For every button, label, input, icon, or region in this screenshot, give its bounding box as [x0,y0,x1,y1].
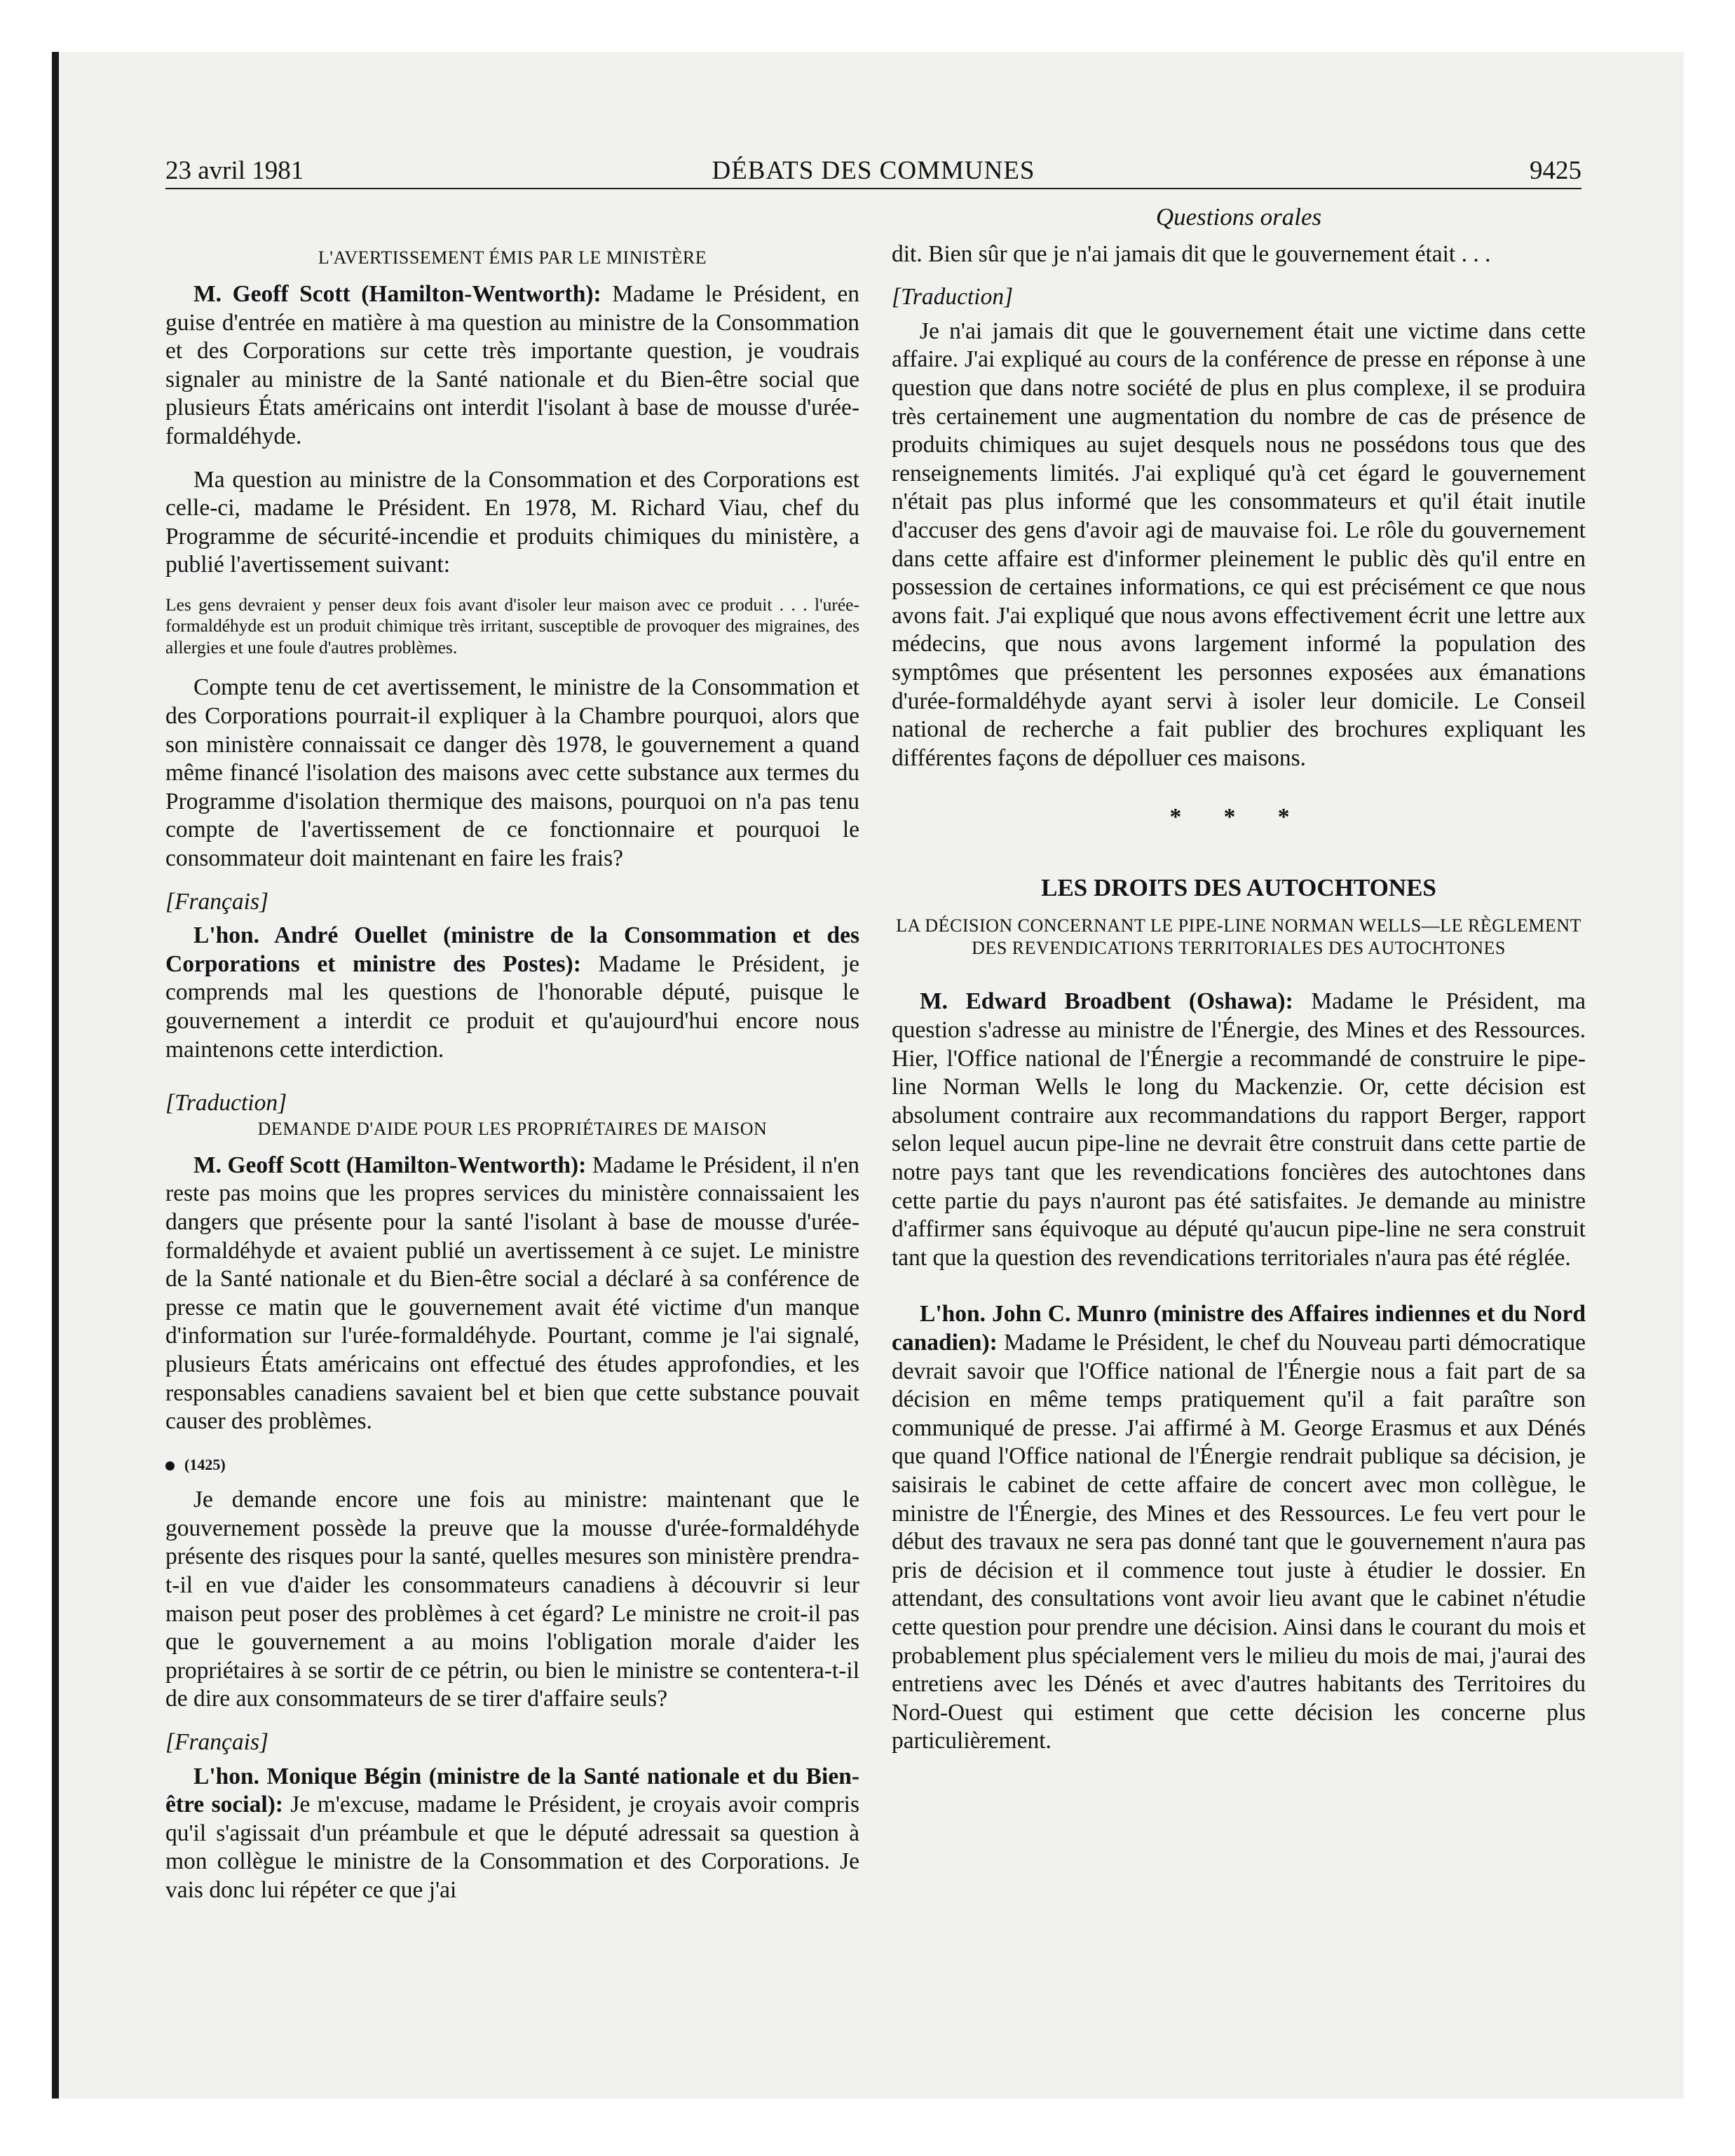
paragraph: Ma question au ministre de la Consommation et des Corporations est celle-ci, madame le Président. En 1978, M. Richard Viau, chef du Programme de sécurité-incendie et produits chimiques du ministère, a publié l'avertissement suivant: [165,466,859,578]
speaker-name: L'hon. John C. Munro (ministre des Affaires indiennes et du Nord canadien): [892,1301,1586,1356]
paragraph [892,988,1586,1272]
paragraph [165,922,859,1064]
block-quote: Les gens devraient y penser deux fois avant d'isoler leur maison avec ce produit . . . l'urée-formaldéhyde est un produit chimique très irritant, susceptible de provoquer des migraines, des allergies et une foule d'autres problèmes. [165,594,859,657]
speech-text: Madame le Président, il n'en reste pas moins que les propres services du ministère connaissaient les dangers que présente pour la santé l'isolant à base de mousse d'urée-formaldéhyde et avaient publié un avertissement à ce sujet. Le ministre de la Santé nationale et du Bien-être social a déclaré à sa conférence de presse ce matin que le gouvernement avait été victime d'un manque d'information sur l'urée-formaldéhyde. Pourtant, comme je l'ai signalé, plusieurs États américains ont effectué des études approfondies, et les responsables canadiens savaient bel et bien que cette substance pouvait causer des problèmes. [165,1152,860,1435]
language-tag: [Traduction] [165,1090,287,1117]
subheading: LA DÉCISION CONCERNANT LE PIPE-LINE NORMAN WELLS—LE RÈGLEMENT DES REVENDICATIONS TERRITORIALES DES AUTOCHTONES [896,915,1581,959]
paragraph: Compte tenu de cet avertissement, le ministre de la Consommation et des Corporations pourrait-il expliquer à la Chambre pourquoi, alors que son ministère connaissait ce danger dès 1978, le gouvernement a quand même financé l'isolation des maisons avec cette substance aux termes du Programme d'isolation thermique des maisons, pourquoi on n'a pas tenu compte de l'avertissement de ce fonctionnaire et pourquoi le consommateur doit maintenant en faire les frais? [165,674,859,871]
page-header [165,156,1581,188]
time-marker [165,1451,859,1480]
paragraph [165,1152,859,1436]
paragraph [165,1763,859,1905]
section-separator: * * * [1169,804,1308,831]
running-head: Questions orales [1155,203,1322,231]
speech-text: Madame le Président, en guise d'entrée en matière à ma question au ministre de la Consommation et des Corporations sur cette très importante question, je voudrais signaler au ministre de la Santé nationale et du Bien-être social que plusieurs États américains ont interdit l'isolant à base de mousse d'urée-formaldéhyde. [165,281,859,449]
section-title: LES DROITS DES AUTOCHTONES [1041,873,1436,901]
right-column [892,203,1586,1770]
paragraph [165,280,859,451]
speaker-name: L'hon. André Ouellet (ministre de la Consommation et des Corporations et ministre des Postes): [165,922,859,977]
language-tag: [Français] [165,1729,269,1756]
language-tag: [Français] [165,888,269,915]
time-marker-text: (1425) [184,1455,226,1473]
bullet-icon [165,1461,175,1471]
speech-text: Madame le Président, le chef du Nouveau parti démocratique devrait savoir que l'Office national de l'Énergie nous a fait part de sa décision en même temps pratiquement qu'il a fait paraître son communiqué de presse. J'ai affirmé à M. George Erasmus et aux Dénés que quand l'Office national de l'Énergie rendrait publique sa décision, je saisirais le cabinet de cette affaire de concert avec mon collègue, le ministre de l'Énergie, des Mines et des Ressources. Le feu vert pour le début des travaux ne sera pas donné tant que le gouvernement n'aura pas pris de décision et il commence tout juste à étudier le dossier. En attendant, des consultations vont avoir lieu avant que le cabinet n'étudie cette question pour prendre une décision. Ainsi dans le courant du mois et probablement plus spécialement vers le milieu du mois de mai, j'aurai des entretiens avec les Dénés et avec d'autres habitants des Territoires du Nord-Ouest qui estiment que cette décision les concerne plus particulièrement. [892,1330,1586,1754]
speaker-name: M. Edward Broadbent (Oshawa): [920,988,1293,1015]
header-title: DÉBATS DES COMMUNES [712,156,1035,185]
paragraph: Je demande encore une fois au ministre: maintenant que le gouvernement possède la preuve que la mousse d'urée-formaldéhyde présente des risques pour la santé, quelles mesures son ministère prendra-t-il en vue d'aider les consommateurs canadiens à découvrir si leur maison peut poser des problèmes à cet égard? Le ministre ne croit-il pas que le gouvernement a au moins l'obligation morale d'aider les propriétaires à se sortir de ce pétrin, ou bien le ministre se contentera-t-il de dire aux consommateurs de se tirer d'affaire seuls? [165,1487,859,1712]
header-rule [165,188,1581,189]
page-number: 9425 [1530,156,1581,185]
subheading: DEMANDE D'AIDE POUR LES PROPRIÉTAIRES DE MAISON [257,1118,768,1139]
left-column [165,203,859,1920]
speech-text: Madame le Président, ma question s'adresse au ministre de l'Énergie, des Mines et des Ressources. Hier, l'Office national de l'Énergie a recommandé de construire le pipe-line Norman Wells le long du Mackenzie. Or, cette décision est absolument contraire aux recommandations du rapport Berger, rapport selon lequel aucun pipe-line ne devrait être construit dans cette partie de notre pays tant que les revendications foncières des autochtones dans cette partie du pays n'auront pas été satisfaites. Je demande au ministre d'affirmer sans équivoque au député qu'aucun pipe-line ne sera construit tant que la question des revendications territoriales n'aura pas été réglée. [892,988,1586,1271]
paragraph [892,1300,1586,1756]
speech-text: Je m'excuse, madame le Président, je croyais avoir compris qu'il s'agissait d'un préambule et que le député adressait sa question à mon collègue le ministre de la Consommation et des Corporations. Je vais donc lui répéter ce que j'ai [165,1792,859,1903]
speech-text: Madame le Président, je comprends mal les questions de l'honorable député, puisque le gouvernement a interdit ce produit et qu'aujourd'hui encore nous maintenons cette interdiction. [165,950,859,1063]
subheading: L'AVERTISSEMENT ÉMIS PAR LE MINISTÈRE [318,247,707,268]
speaker-name: L'hon. Monique Bégin (ministre de la Santé nationale et du Bien-être social): [165,1763,859,1818]
header-date: 23 avril 1981 [165,156,304,185]
language-tag: [Traduction] [892,284,1014,311]
paragraph: Je n'ai jamais dit que le gouvernement était une victime dans cette affaire. J'ai expliqué au cours de la conférence de presse en réponse à une question que dans notre société de plus en plus complexe, il se produira très certainement une augmentation du nombre de cas de présence de produits chimiques au sujet desquels nous ne possédons tous que des renseignements limités. J'ai expliqué qu'à cet égard le gouvernement n'était pas plus informé que les consommateurs et qu'il était inutile d'accuser des gens d'avoir agi de mauvaise foi. Le rôle du gouvernement dans cette affaire est d'informer pleinement le public dès qu'il entre en possession de certaines informations, ce qui est précisément ce que nous avons fait. J'ai expliqué que nous avons effectivement écrit une lettre aux médecins, que nous avons largement informé la population des symptômes que présentent les personnes exposées aux émanations d'urée-formaldéhyde ayant servi à isoler leur domicile. Le Conseil national de recherche a fait publier des brochures expliquant les différentes façons de dépolluer ces maisons. [892,318,1586,771]
speaker-name: M. Geoff Scott (Hamilton-Wentworth): [193,1152,587,1178]
paragraph: dit. Bien sûr que je n'ai jamais dit que le gouvernement était . . . [892,240,1491,267]
scan-binding-edge [52,52,59,2099]
speaker-name: M. Geoff Scott (Hamilton-Wentworth): [193,281,601,307]
